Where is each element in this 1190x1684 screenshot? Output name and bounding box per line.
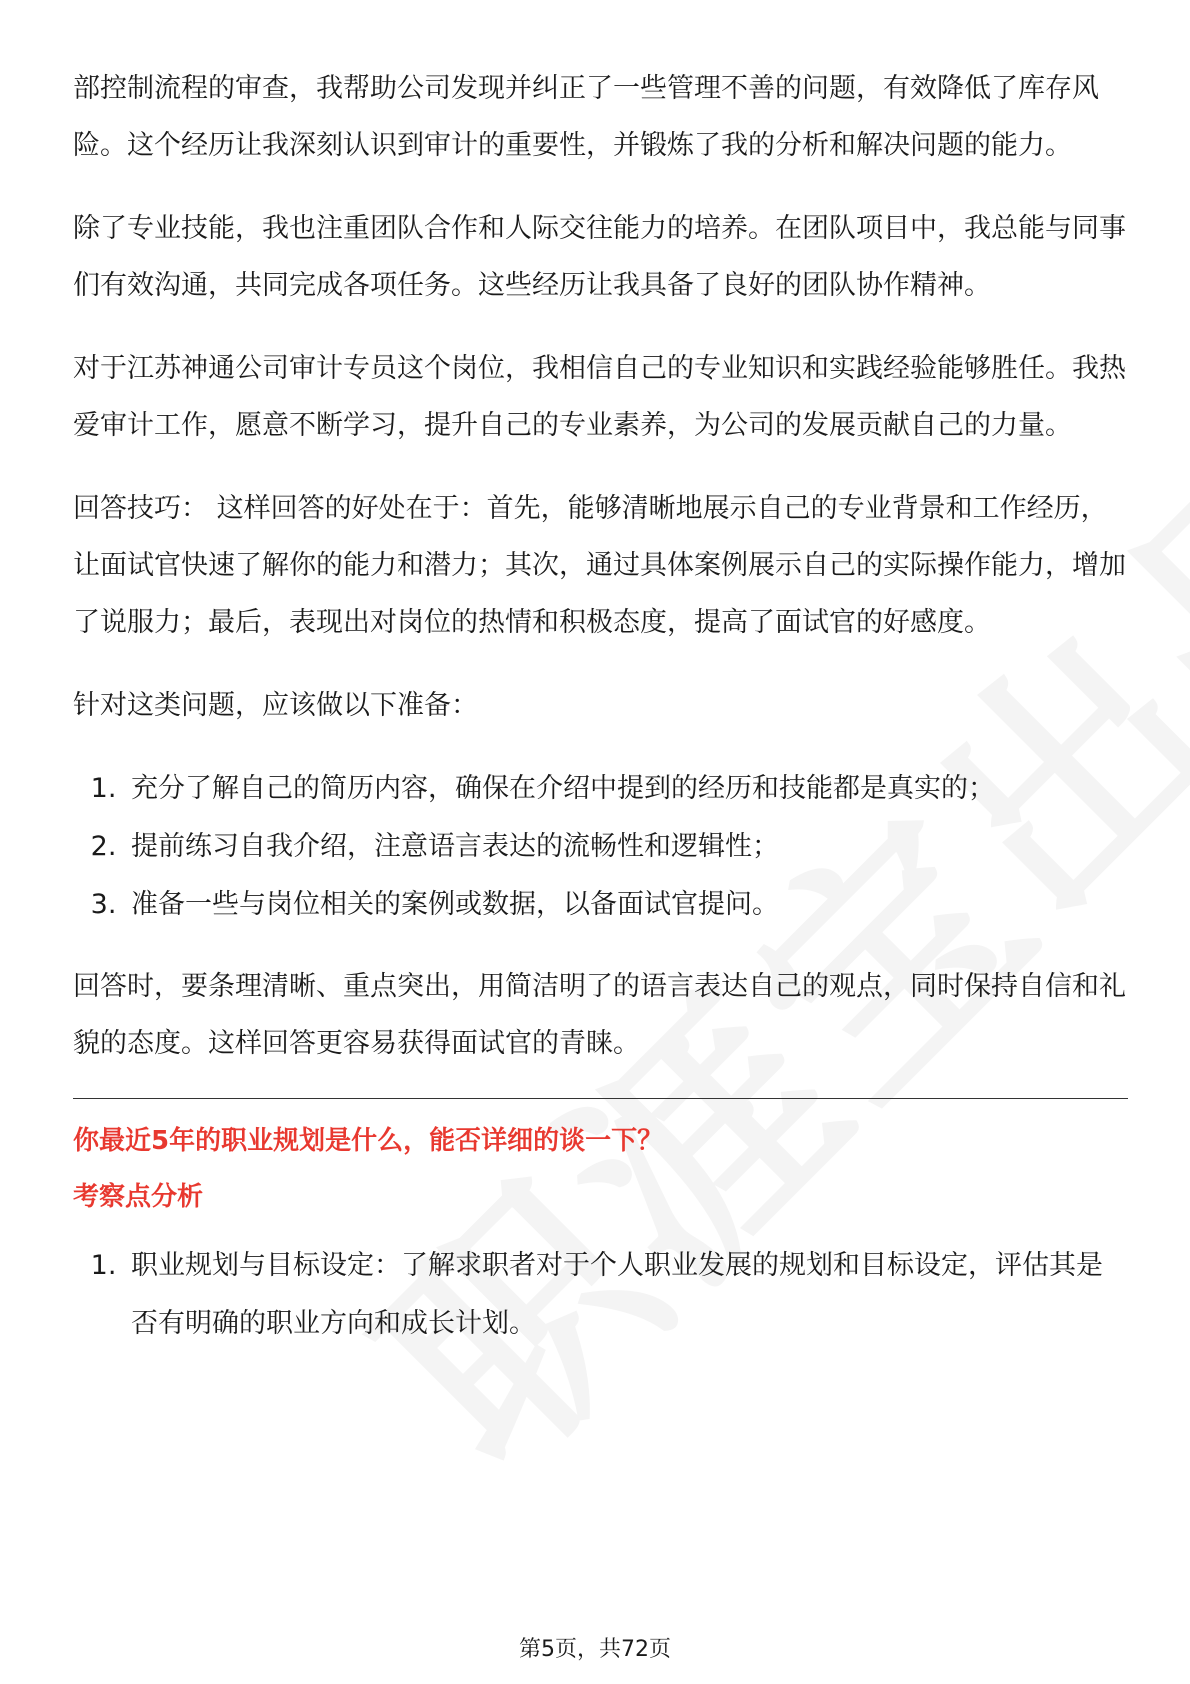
question-heading: 你最近5年的职业规划是什么，能否详细的谈一下？ xyxy=(73,1126,664,1156)
analysis-list xyxy=(73,1237,1128,1353)
document-body xyxy=(73,60,1128,1377)
paragraph-closing: 回答时，要条理清晰、重点突出，用简洁明了的语言表达自己的观点，同时保持自信和礼貌的态度。这样回答更容易获得面试官的青睐。 xyxy=(73,971,1126,1059)
paragraph-inventory-audit: 部控制流程的审查，我帮助公司发现并纠正了一些管理不善的问题，有效降低了库存风险。这个经历让我深刻认识到审计的重要性，并锻炼了我的分析和解决问题的能力。 xyxy=(73,73,1099,161)
list-item: 3. 准备一些与岗位相关的案例或数据，以备面试官提问。 xyxy=(125,876,1128,934)
list-item: 1. 充分了解自己的简历内容，确保在介绍中提到的经历和技能都是真实的； xyxy=(125,760,1128,818)
paragraph-answer-tips: 回答技巧： 这样回答的好处在于：首先，能够清晰地展示自己的专业背景和工作经历，让面试官快速了解你的能力和潜力；其次，通过具体案例展示自己的实际操作能力，增加了说服力；最后，表现出对岗位的热情和积极态度，提高了面试官的好感度。 xyxy=(73,493,1126,638)
preparation-list xyxy=(73,760,1128,934)
paragraph-position-fit: 对于江苏神通公司审计专员这个岗位，我相信自己的专业知识和实践经验能够胜任。我热爱审计工作，愿意不断学习，提升自己的专业素养，为公司的发展贡献自己的力量。 xyxy=(73,353,1126,441)
paragraph-preparation-intro: 针对这类问题，应该做以下准备： xyxy=(73,690,478,721)
analysis-heading: 考察点分析 xyxy=(73,1182,204,1212)
paragraph-teamwork: 除了专业技能，我也注重团队合作和人际交往能力的培养。在团队项目中，我总能与同事们有效沟通，共同完成各项任务。这些经历让我具备了良好的团队协作精神。 xyxy=(73,213,1126,301)
list-item: 1. 职业规划与目标设定：了解求职者对于个人职业发展的规划和目标设定，评估其是否有明确的职业方向和成长计划。 xyxy=(125,1237,1128,1353)
section-divider xyxy=(73,1098,1128,1099)
list-item: 2. 提前练习自我介绍，注意语言表达的流畅性和逻辑性； xyxy=(125,818,1128,876)
page-footer: 第5页，共72页 xyxy=(519,1637,671,1662)
